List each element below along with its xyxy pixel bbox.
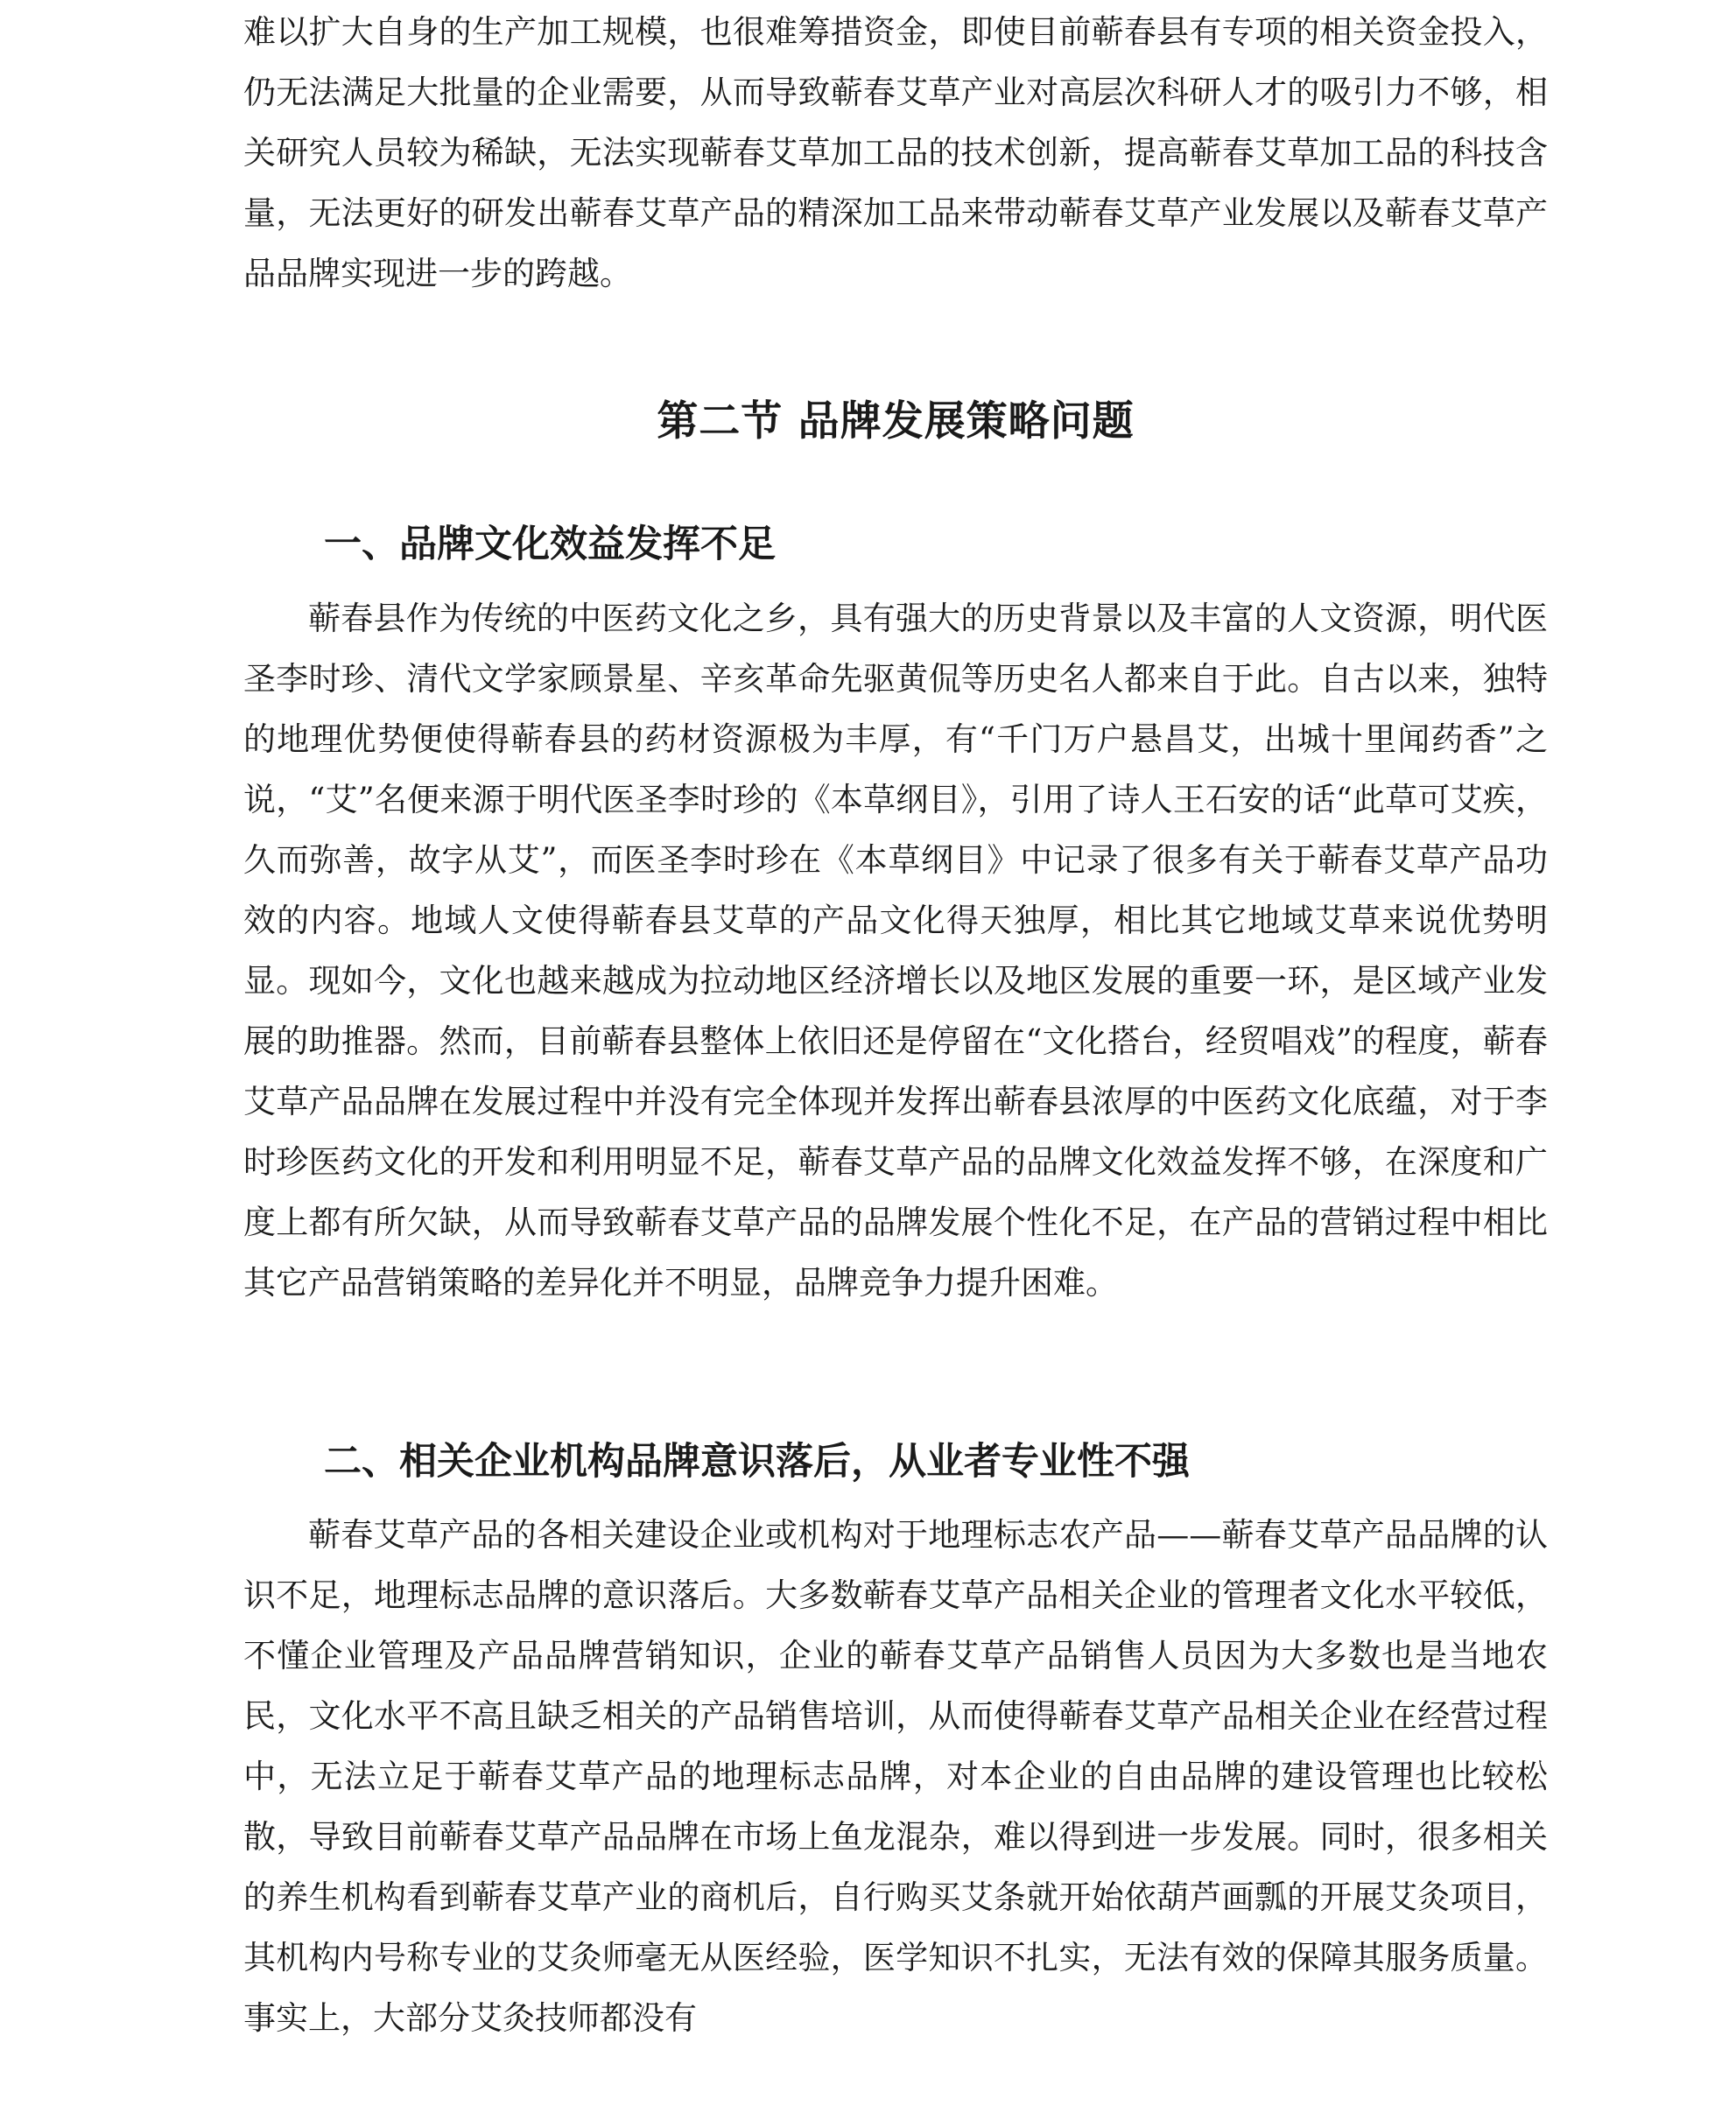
subsection-body-1: 蕲春县作为传统的中医药文化之乡，具有强大的历史背景以及丰富的人文资源，明代医圣李时珍、清代文学家顾景星、辛亥革命先驱黄侃等历史名人都来自于此。自古以来，独特的地理优势便使得蕲春县的药材资源极为丰厚，有“千门万户悬昌艾，出城十里闻药香”之说，“艾”名便来源于明代医圣李时珍的《本草纲目》，引用了诗人王石安的话“此草可艾疾，久而弥善，故字从艾”，而医圣李时珍在《本草纲目》中记录了很多有关于蕲春艾草产品功效的内容。地域人文使得蕲春县艾草的产品文化得天独厚，相比其它地域艾草来说优势明显。现如今，文化也越来越成为拉动地区经济增长以及地区发展的重要一环，是区域产业发展的助推器。然而，目前蕲春县整体上依旧还是停留在“文化搭台，经贸唱戏”的程度，蕲春艾草产品品牌在发展过程中并没有完全体现并发挥出蕲春县浓厚的中医药文化底蕴，对于李时珍医药文化的开发和利用明显不足，蕲春艾草产品的品牌文化效益发挥不够，在深度和广度上都有所欠缺，从而导致蕲春艾草产品的品牌发展个性化不足，在产品的营销过程中相比其它产品营销策略的差异化并不明显，品牌竞争力提升困难。 xyxy=(243,600,1548,1302)
section-title: 第二节 品牌发展策略问题 xyxy=(657,397,1135,446)
subsection-body-2: 蕲春艾草产品的各相关建设企业或机构对于地理标志农产品——蕲春艾草产品品牌的认识不足，地理标志品牌的意识落后。大多数蕲春艾草产品相关企业的管理者文化水平较低，不懂企业管理及产品品牌营销知识，企业的蕲春艾草产品销售人员因为大多数也是当地农民，文化水平不高且缺乏相关的产品销售培训，从而使得蕲春艾草产品相关企业在经营过程中，无法立足于蕲春艾草产品的地理标志品牌，对本企业的自由品牌的建设管理也比较松散，导致目前蕲春艾草产品品牌在市场上鱼龙混杂，难以得到进一步发展。同时，很多相关的养生机构看到蕲春艾草产业的商机后，自行购买艾条就开始依葫芦画瓢的开展艾灸项目，其机构内号称专业的艾灸师毫无从医经验，医学知识不扎实，无法有效的保障其服务质量。事实上，大部分艾灸技师都没有 xyxy=(243,1516,1548,2037)
subsection-heading-2: 二、相关企业机构品牌意识落后，从业者专业性不强 xyxy=(324,1440,1190,1484)
subsection-body-2-block xyxy=(243,1505,1548,2048)
subsection-body-1-block xyxy=(243,588,1548,1313)
subsection-heading-1: 一、品牌文化效益发挥不足 xyxy=(324,523,776,566)
intro-block xyxy=(243,1,1548,304)
intro-paragraph: 难以扩大自身的生产加工规模，也很难筹措资金，即使目前蕲春县有专项的相关资金投入，仍无法满足大批量的企业需要，从而导致蕲春艾草产业对高层次科研人才的吸引力不够，相关研究人员较为稀缺，无法实现蕲春艾草加工品的技术创新，提高蕲春艾草加工品的科技含量，无法更好的研发出蕲春艾草产品的精深加工品来带动蕲春艾草产业发展以及蕲春艾草产品品牌实现进一步的跨越。 xyxy=(243,13,1548,292)
